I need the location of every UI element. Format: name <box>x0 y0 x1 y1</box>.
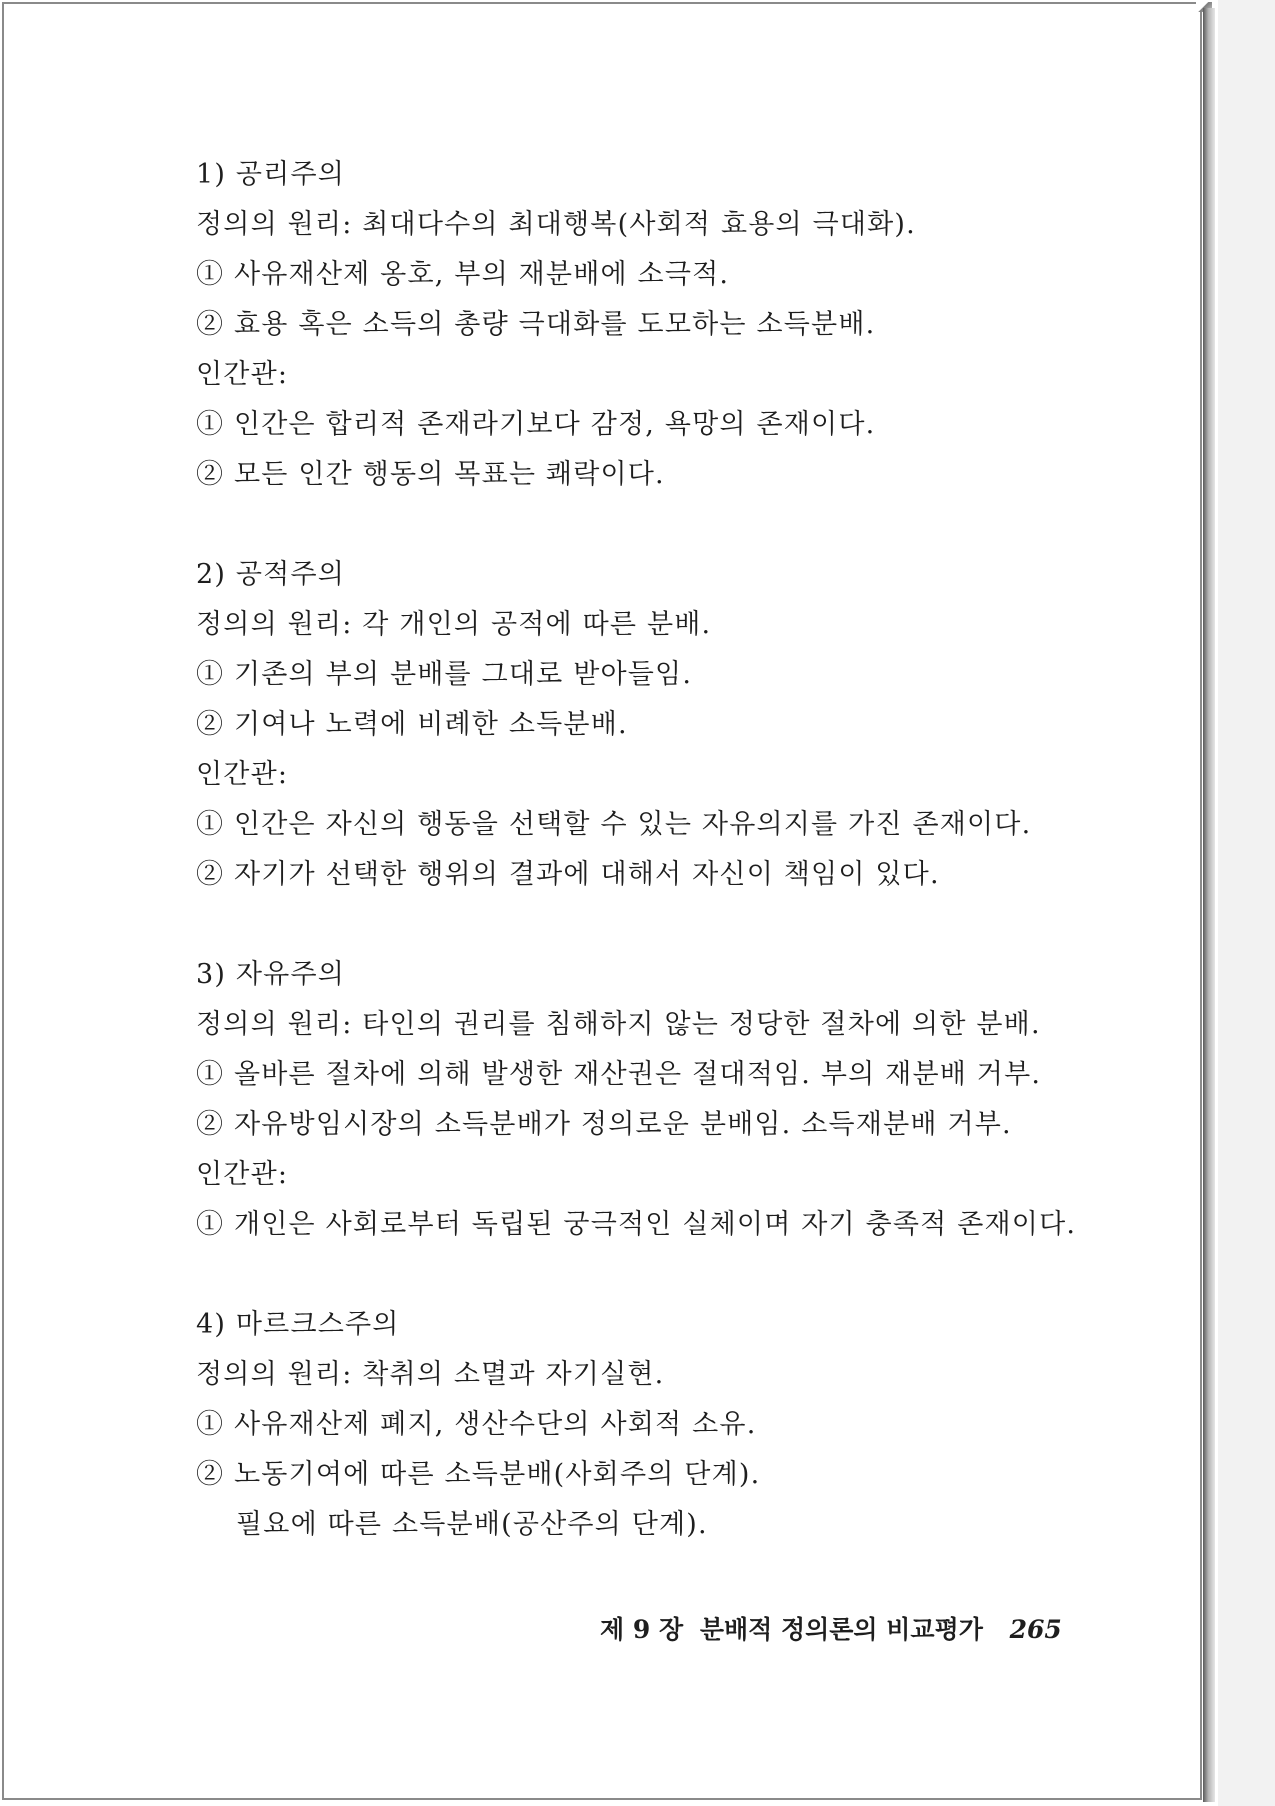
principle-item: ② 자유방임시장의 소득분배가 정의로운 분배임. 소득재분배 거부. <box>196 1109 1012 1140</box>
section-meritocracy <box>196 550 1076 900</box>
principle-item-continuation: 필요에 따른 소득분배(공산주의 단계). <box>236 1509 708 1540</box>
justice-principle: 정의의 원리: 최대다수의 최대행복(사회적 효용의 극대화). <box>196 209 916 240</box>
principle-item: ① 사유재산제 폐지, 생산수단의 사회적 소유. <box>196 1409 757 1440</box>
principle-item: ② 노동기여에 따른 소득분배(사회주의 단계). <box>196 1459 761 1490</box>
principle-item: ② 효용 혹은 소득의 총량 극대화를 도모하는 소득분배. <box>196 309 876 340</box>
principle-item: ① 올바른 절차에 의해 발생한 재산권은 절대적임. 부의 재분배 거부. <box>196 1059 1042 1090</box>
principle-item: ① 사유재산제 옹호, 부의 재분배에 소극적. <box>196 259 730 290</box>
human-view-label: 인간관: <box>196 1159 289 1190</box>
section-heading: 1) 공리주의 <box>196 159 346 190</box>
page-number: 265 <box>1009 1615 1062 1644</box>
human-view-label: 인간관: <box>196 759 289 790</box>
human-view-item: ② 자기가 선택한 행위의 결과에 대해서 자신이 책임이 있다. <box>196 859 940 890</box>
human-view-item: ① 인간은 합리적 존재라기보다 감정, 욕망의 존재이다. <box>196 409 876 440</box>
page-edge-shadow <box>1203 8 1215 1802</box>
human-view-item: ① 인간은 자신의 행동을 선택할 수 있는 자유의지를 가진 존재이다. <box>196 809 1032 840</box>
justice-principle: 정의의 원리: 타인의 권리를 침해하지 않는 정당한 절차에 의한 분배. <box>196 1009 1041 1040</box>
justice-principle: 정의의 원리: 착취의 소멸과 자기실현. <box>196 1359 665 1390</box>
human-view-item: ② 모든 인간 행동의 목표는 쾌락이다. <box>196 459 665 490</box>
chapter-title: 분배적 정의론의 비교평가 <box>699 1615 983 1644</box>
chapter-number: 제 9 장 <box>600 1615 684 1644</box>
human-view-label: 인간관: <box>196 359 289 390</box>
section-heading: 4) 마르크스주의 <box>196 1309 400 1340</box>
section-heading: 3) 자유주의 <box>196 959 346 990</box>
section-heading: 2) 공적주의 <box>196 559 346 590</box>
background-strip <box>1218 0 1275 1806</box>
principle-item: ② 기여나 노력에 비례한 소득분배. <box>196 709 628 740</box>
page-content <box>196 150 1076 1600</box>
human-view-item: ① 개인은 사회로부터 독립된 궁극적인 실체이며 자기 충족적 존재이다. <box>196 1209 1077 1240</box>
page-footer <box>600 1610 1062 1646</box>
section-marxism <box>196 1300 1076 1550</box>
principle-item: ① 기존의 부의 분배를 그대로 받아들임. <box>196 659 693 690</box>
section-utilitarianism <box>196 150 1076 500</box>
justice-principle: 정의의 원리: 각 개인의 공적에 따른 분배. <box>196 609 712 640</box>
section-liberalism <box>196 950 1076 1250</box>
